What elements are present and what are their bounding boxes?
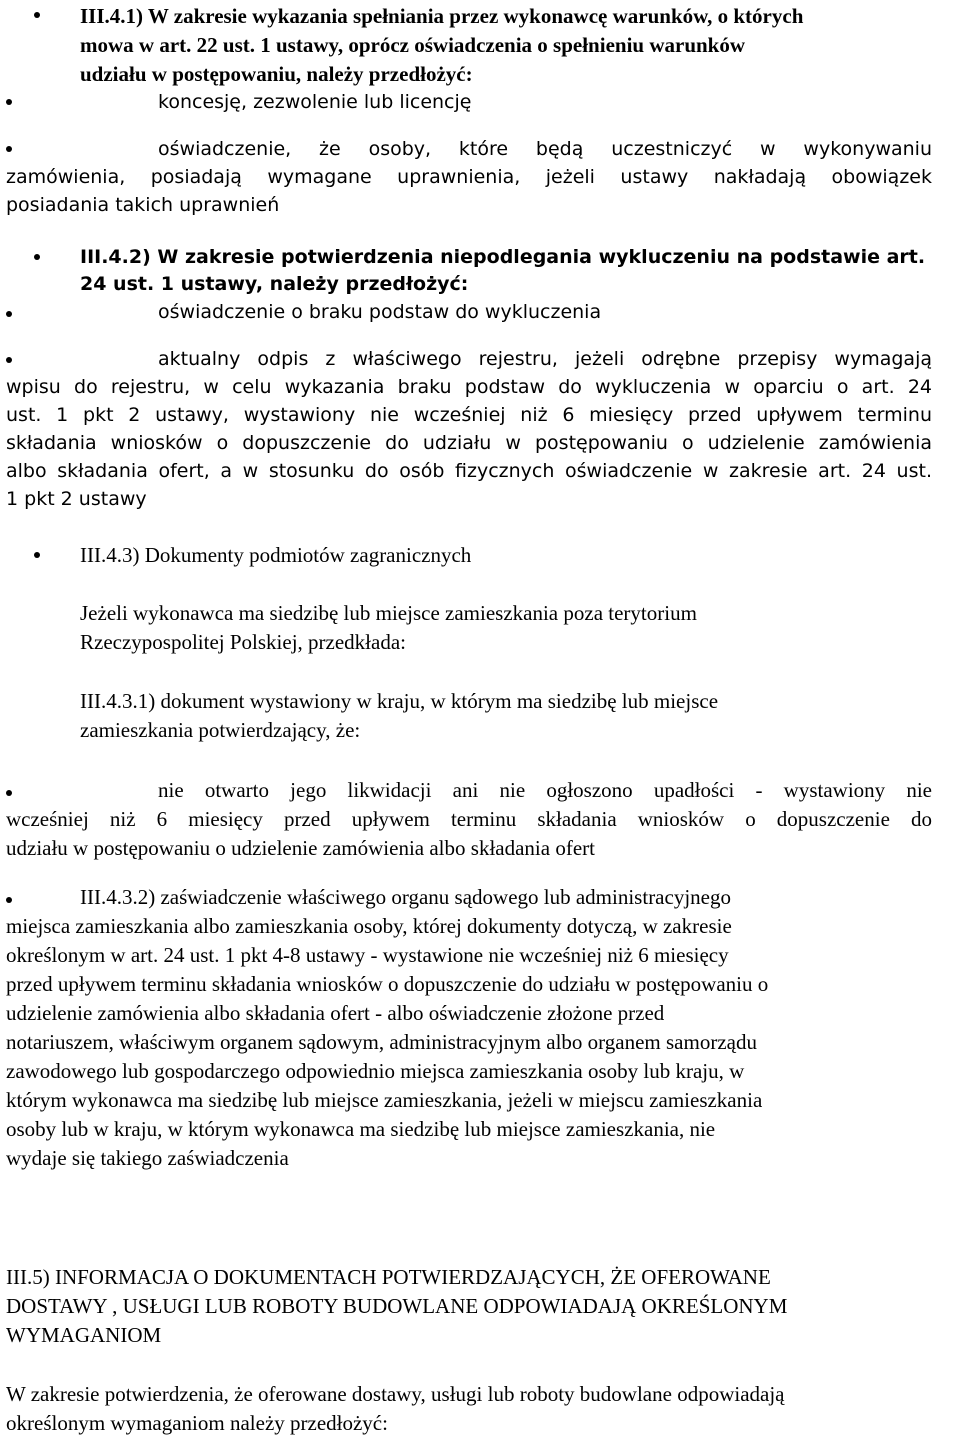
section-4-3-intro-line-2: Rzeczypospolitej Polskiej, przedkłada:: [80, 630, 406, 654]
section-4-2-item-1: oświadczenie o braku podstaw do wykluczenia: [158, 301, 602, 323]
section-4-3-2-line-5: udzielenie zamówienia albo składania ofert - albo oświadczenie złożone przed: [6, 1001, 665, 1025]
section-4-3-2-line-9: osoby lub w kraju, w którym wykonawca ma siedzibę lub miejsce zamieszkania, nie: [6, 1117, 716, 1141]
bullet-icon: [34, 254, 40, 260]
section-5-heading-line-1: III.5) INFORMACJA O DOKUMENTACH POTWIERDZAJĄCYCH, ŻE OFEROWANE: [6, 1265, 771, 1289]
section-4-3-2-line-4: przed upływem terminu składania wniosków o dopuszczenie do udziału w postępowaniu o: [6, 972, 769, 996]
section-4-3-2-line-2: miejsca zamieszkania albo zamieszkania osoby, której dokumenty dotyczą, w zakresie: [6, 914, 732, 938]
section-4-3-2-line-10: wydaje się takiego zaświadczenia: [6, 1146, 289, 1170]
section-5-heading-line-3: WYMAGANIOM: [6, 1323, 162, 1347]
section-4-1-heading-line-2: mowa w art. 22 ust. 1 ustawy, oprócz oświadczenia o spełnieniu warunków: [80, 33, 746, 57]
section-4-2-item-2-line-1: aktualny odpis z właściwego rejestru, jeżeli odrębne przepisy wymagają: [158, 348, 932, 370]
section-5-intro-line-2: określonym wymaganiom należy przedłożyć:: [6, 1411, 388, 1435]
section-4-2-heading-line-2: 24 ust. 1 ustawy, należy przedłożyć:: [80, 273, 469, 295]
section-4-3-2-line-3: określonym w art. 24 ust. 1 pkt 4-8 ustawy - wystawione nie wcześniej niż 6 miesięcy: [6, 943, 729, 967]
section-4-1-heading-line-1: III.4.1) W zakresie wykazania spełniania przez wykonawcę warunków, o których: [80, 4, 804, 28]
section-4-3-2-line-6: notariuszem, właściwym organem sądowym, administracyjnym albo organem samorządu: [6, 1030, 757, 1054]
section-4-1-item-2-line-3: posiadania takich uprawnień: [6, 194, 280, 216]
bullet-icon: [6, 357, 12, 363]
section-4-1-item-2-line-1: oświadczenie, że osoby, które będą uczestniczyć w wykonywaniu: [158, 138, 932, 160]
section-4-2-heading-line-1: III.4.2) W zakresie potwierdzenia niepodlegania wykluczeniu na podstawie art.: [80, 246, 926, 268]
bullet-icon: [6, 99, 12, 105]
section-4-1-item-2-line-2: zamówienia, posiadają wymagane uprawnienia, jeżeli ustawy nakładają obowiązek: [6, 166, 932, 188]
bullet-icon: [6, 790, 12, 796]
section-4-3-intro-line-1: Jeżeli wykonawca ma siedzibę lub miejsce zamieszkania poza terytorium: [80, 601, 697, 625]
bullet-icon: [34, 12, 40, 18]
section-4-3-2-line-1: III.4.3.2) zaświadczenie właściwego organu sądowego lub administracyjnego: [80, 885, 731, 909]
section-4-1-item-1: koncesję, zezwolenie lub licencję: [158, 91, 472, 113]
section-4-3-1-item-line-2: wcześniej niż 6 miesięcy przed upływem terminu składania wniosków o dopuszczenie do: [6, 807, 932, 831]
section-4-2-item-2-line-4: składania wniosków o dopuszczenie do udziału w postępowaniu o udzielenie zamówienia: [6, 432, 932, 454]
bullet-icon: [6, 311, 12, 317]
section-4-3-1-item-line-1: nie otwarto jego likwidacji ani nie ogłoszono upadłości - wystawiony nie: [158, 778, 932, 802]
section-5-heading-line-2: DOSTAWY , USŁUGI LUB ROBOTY BUDOWLANE ODPOWIADAJĄ OKREŚLONYM: [6, 1294, 788, 1318]
section-4-3-2-line-7: zawodowego lub gospodarczego odpowiednio miejsca zamieszkania osoby lub kraju, w: [6, 1059, 745, 1083]
bullet-icon: [6, 897, 12, 903]
section-4-3-2-line-8: którym wykonawca ma siedzibę lub miejsce zamieszkania, jeżeli w miejscu zamieszkania: [6, 1088, 763, 1112]
section-4-1-heading-line-3: udziału w postępowaniu, należy przedłożyć:: [80, 62, 473, 86]
bullet-icon: [34, 552, 40, 558]
section-4-3-1-line-1: III.4.3.1) dokument wystawiony w kraju, w którym ma siedzibę lub miejsce: [80, 689, 719, 713]
section-4-2-item-2-line-2: wpisu do rejestru, w celu wykazania braku podstaw do wykluczenia w oparciu o art. 24: [6, 376, 932, 398]
section-4-3-1-item-line-3: udziału w postępowaniu o udzielenie zamówienia albo składania ofert: [6, 836, 595, 860]
section-4-2-item-2-line-6: 1 pkt 2 ustawy: [6, 488, 147, 510]
section-4-2-item-2-line-5: albo składania ofert, a w stosunku do osób fizycznych oświadczenie w zakresie art. 24 ust.: [6, 460, 932, 482]
section-4-3-1-line-2: zamieszkania potwierdzający, że:: [80, 718, 361, 742]
bullet-icon: [6, 146, 12, 152]
section-4-3-heading: III.4.3) Dokumenty podmiotów zagranicznych: [80, 543, 472, 567]
section-4-2-item-2-line-3: ust. 1 pkt 2 ustawy, wystawiony nie wcześniej niż 6 miesięcy przed upływem terminu: [6, 404, 932, 426]
section-5-intro-line-1: W zakresie potwierdzenia, że oferowane dostawy, usługi lub roboty budowlane odpowiadają: [6, 1382, 785, 1406]
